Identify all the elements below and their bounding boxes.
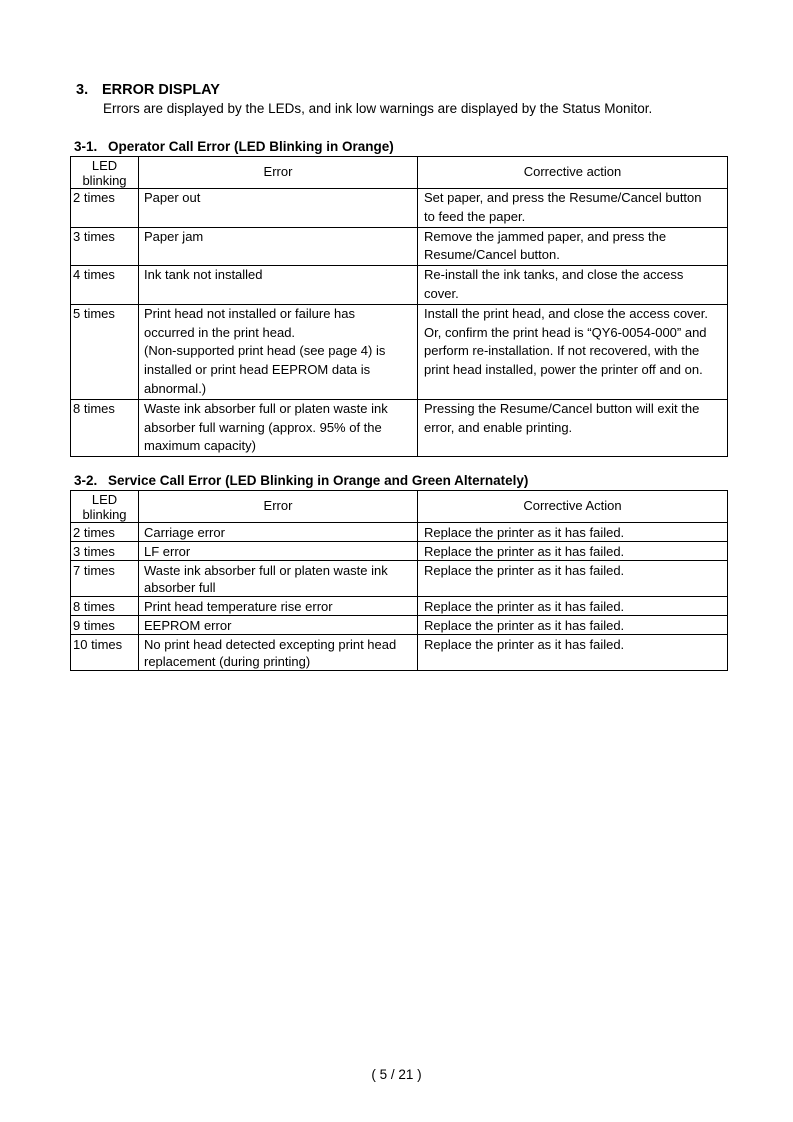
corrective-action-cell-line: Replace the printer as it has failed. xyxy=(424,544,625,559)
table-row xyxy=(71,304,728,399)
error-cell-line: installed or print head EEPROM data is xyxy=(144,362,371,378)
error-cell-line: absorber full warning (approx. 95% of the xyxy=(144,419,382,435)
corrective-action-cell-line: Replace the printer as it has failed. xyxy=(424,525,625,540)
table-row xyxy=(71,542,728,561)
corrective-action-cell-line: error, and enable printing. xyxy=(424,419,573,435)
error-cell-line: abnormal.) xyxy=(144,380,207,396)
operator-call-table xyxy=(70,156,728,457)
table-header-row xyxy=(71,491,728,523)
led-count-cell: 3 times xyxy=(71,542,139,561)
operator-call-title-text: Operator Call Error (LED Blinking in Orange) xyxy=(108,139,394,154)
table-header-row xyxy=(71,157,728,189)
section-number: 3. xyxy=(76,82,89,98)
service-call-title xyxy=(74,473,528,488)
corrective-action-cell xyxy=(418,227,728,266)
led-header-line2: blinking xyxy=(82,506,127,522)
error-cell xyxy=(139,616,418,635)
error-cell-line: (Non-supported print head (see page 4) is xyxy=(144,343,386,359)
error-cell-line: Print head temperature rise error xyxy=(144,599,333,614)
corrective-action-cell xyxy=(418,189,728,228)
led-count-cell: 10 times xyxy=(71,635,139,671)
corrective-action-cell-line: Replace the printer as it has failed. xyxy=(424,563,625,578)
corrective-action-cell xyxy=(418,561,728,597)
corrective-action-cell-line: Set paper, and press the Resume/Cancel button xyxy=(424,190,702,205)
corrective-action-cell xyxy=(418,597,728,616)
led-count-cell: 2 times xyxy=(71,189,139,228)
table-row xyxy=(71,597,728,616)
corrective-action-cell-line: Re-install the ink tanks, and close the access xyxy=(424,267,684,283)
led-blinking-header xyxy=(71,491,139,523)
error-cell-line: Carriage error xyxy=(144,525,225,540)
corrective-action-cell-line: Pressing the Resume/Cancel button will exit the xyxy=(424,400,700,416)
operator-call-body xyxy=(71,189,728,457)
error-cell-line: EEPROM error xyxy=(144,618,232,633)
corrective-action-cell-line: Replace the printer as it has failed. xyxy=(424,637,625,652)
error-cell-line: absorber full xyxy=(144,580,216,595)
corrective-action-cell-line: Install the print head, and close the access cover. xyxy=(424,305,709,321)
error-cell xyxy=(139,523,418,542)
error-cell xyxy=(139,597,418,616)
table-row xyxy=(71,616,728,635)
led-count-cell: 9 times xyxy=(71,616,139,635)
corrective-action-cell-line: Replace the printer as it has failed. xyxy=(424,618,625,633)
error-cell-line: Paper jam xyxy=(144,228,204,244)
corrective-action-header: Corrective Action xyxy=(418,491,728,523)
corrective-action-cell-line: cover. xyxy=(424,285,459,301)
table-row xyxy=(71,635,728,671)
corrective-action-cell-line: Remove the jammed paper, and press the xyxy=(424,228,667,244)
table-row xyxy=(71,227,728,266)
error-cell-line: Waste ink absorber full or platen waste ink xyxy=(144,400,388,416)
error-cell xyxy=(139,399,418,456)
led-blinking-header xyxy=(71,157,139,189)
table-row xyxy=(71,561,728,597)
table-row xyxy=(71,523,728,542)
corrective-action-cell xyxy=(418,542,728,561)
error-header: Error xyxy=(139,491,418,523)
led-count-cell: 2 times xyxy=(71,523,139,542)
operator-call-number: 3-1. xyxy=(74,139,98,154)
corrective-action-cell-line: to feed the paper. xyxy=(424,208,526,224)
operator-call-title xyxy=(74,139,394,154)
error-cell-line: occurred in the print head. xyxy=(144,324,296,340)
corrective-action-cell-line: Or, confirm the print head is “QY6-0054-000” and xyxy=(424,324,707,340)
service-call-title-text: Service Call Error (LED Blinking in Orange and Green Alternately) xyxy=(108,473,529,488)
led-count-cell: 8 times xyxy=(71,597,139,616)
corrective-action-cell xyxy=(418,266,728,305)
section-intro: Errors are displayed by the LEDs, and ink low warnings are displayed by the Status Monitor. xyxy=(103,101,653,116)
corrective-action-cell xyxy=(418,616,728,635)
led-count-cell: 4 times xyxy=(71,266,139,305)
error-cell-line: maximum capacity) xyxy=(144,438,256,454)
error-cell xyxy=(139,542,418,561)
error-header: Error xyxy=(139,157,418,189)
corrective-action-cell xyxy=(418,399,728,456)
led-header-line2: blinking xyxy=(82,172,127,188)
led-header-line1: LED xyxy=(91,157,118,173)
corrective-action-cell-line: print head installed, power the printer off and on. xyxy=(424,362,703,378)
service-call-number: 3-2. xyxy=(74,473,98,488)
table-row xyxy=(71,189,728,228)
error-cell-line: replacement (during printing) xyxy=(144,654,311,669)
error-cell xyxy=(139,266,418,305)
service-call-body xyxy=(71,523,728,671)
table-row xyxy=(71,266,728,305)
error-cell xyxy=(139,635,418,671)
error-cell xyxy=(139,561,418,597)
corrective-action-header: Corrective action xyxy=(418,157,728,189)
error-cell-line: LF error xyxy=(144,544,191,559)
section-title-text: ERROR DISPLAY xyxy=(102,82,220,98)
corrective-action-cell xyxy=(418,523,728,542)
led-count-cell: 3 times xyxy=(71,227,139,266)
section-title xyxy=(76,82,220,98)
page-number: ( 5 / 21 ) xyxy=(371,1067,422,1082)
led-count-cell: 7 times xyxy=(71,561,139,597)
error-cell xyxy=(139,304,418,399)
error-cell xyxy=(139,227,418,266)
service-call-table xyxy=(70,490,728,671)
error-cell-line: Print head not installed or failure has xyxy=(144,305,356,321)
led-header-line1: LED xyxy=(91,491,118,507)
corrective-action-cell xyxy=(418,304,728,399)
corrective-action-cell xyxy=(418,635,728,671)
led-count-cell: 8 times xyxy=(71,399,139,456)
error-cell-line: Waste ink absorber full or platen waste ink xyxy=(144,563,388,578)
led-count-cell: 5 times xyxy=(71,304,139,399)
error-cell-line: Paper out xyxy=(144,190,201,205)
corrective-action-cell-line: Replace the printer as it has failed. xyxy=(424,599,625,614)
error-cell xyxy=(139,189,418,228)
corrective-action-cell-line: Resume/Cancel button. xyxy=(424,247,560,263)
error-cell-line: Ink tank not installed xyxy=(144,267,263,283)
table-row xyxy=(71,399,728,456)
error-cell-line: No print head detected excepting print head xyxy=(144,637,397,652)
corrective-action-cell-line: perform re-installation. If not recovered, with the xyxy=(424,343,700,359)
